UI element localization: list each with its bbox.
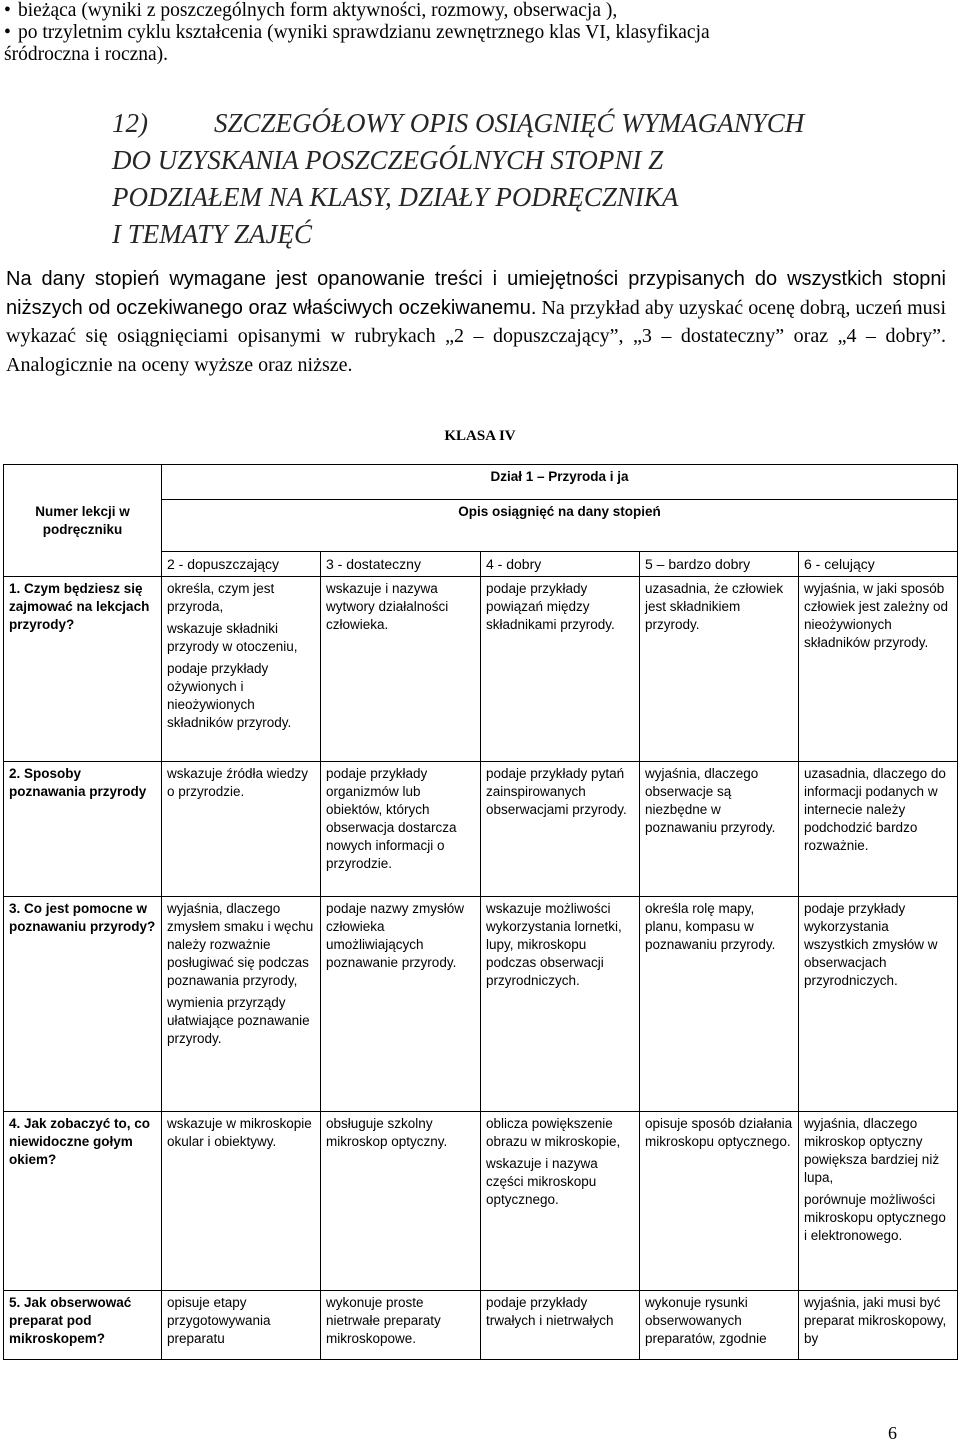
- requirement-text: wskazuje i nazywa części mikroskopu optycznego.: [486, 1156, 598, 1207]
- grade-header: 4 - dobry: [481, 552, 640, 577]
- requirement-text: porównuje możliwości mikroskopu optycznego i elektronowego.: [804, 1192, 946, 1243]
- lesson-title: 3. Co jest pomocne w poznawaniu przyrody?: [4, 897, 162, 1112]
- grade-5-cell: opisuje sposób działania mikroskopu optycznego.: [640, 1112, 799, 1291]
- heading-line: I TEMATY ZAJĘĆ: [112, 219, 313, 249]
- page-number: 6: [888, 1423, 897, 1443]
- lesson-column-header: Numer lekcji w podręczniku: [4, 500, 162, 552]
- description-column-header: Opis osiągnięć na dany stopień: [162, 500, 958, 552]
- section-heading: [112, 105, 932, 253]
- grade-5-cell: uzasadnia, że człowiek jest składnikiem przyrody.: [640, 577, 799, 762]
- table-row: [4, 1112, 958, 1291]
- requirement-text: wskazuje składniki przyrody w otoczeniu,: [167, 621, 298, 654]
- grade-4-cell: [481, 1112, 640, 1291]
- grade-3-cell: podaje przykłady organizmów lub obiektów, których obserwacja dostarcza nowych informacji o przyrodzie.: [321, 762, 481, 897]
- grade-6-cell: [799, 1112, 958, 1291]
- table-row: [4, 897, 958, 1112]
- grade-3-cell: wskazuje i nazywa wytwory działalności człowieka.: [321, 577, 481, 762]
- grade-3-cell: podaje nazwy zmysłów człowieka umożliwiających poznawanie przyrody.: [321, 897, 481, 1112]
- bullet-continuation: śródroczna i roczna).: [4, 44, 169, 65]
- requirement-text: oblicza powiększenie obrazu w mikroskopie,: [486, 1116, 621, 1149]
- class-title: KLASA IV: [444, 428, 516, 444]
- requirements-table: [3, 464, 958, 1360]
- requirement-text: określa, czym jest przyroda,: [167, 581, 275, 614]
- requirement-text: podaje przykłady ożywionych i nieożywionych składników przyrody.: [167, 661, 292, 730]
- bullet-item: • po trzyletnim cyklu kształcenia (wyniki sprawdzianu zewnętrznego klas VI, klasyfikacja: [4, 22, 954, 44]
- requirement-text: wyjaśnia, dlaczego mikroskop optyczny powiększa bardziej niż lupa,: [804, 1116, 940, 1185]
- grade-3-cell: obsługuje szkolny mikroskop optyczny.: [321, 1112, 481, 1291]
- grade-3-cell: wykonuje proste nietrwałe preparaty mikroskopowe.: [321, 1291, 481, 1360]
- table-row: [4, 577, 958, 762]
- paragraph-serif-text: Na przykład aby uzyskać ocenę dobrą, uczeń musi wykazać się osiągnięciami opisanymi w rubrykach „2 – dopuszczający”, „3 – dostateczny” oraz „4 – dobry”. Analogicznie na oceny wyższe oraz niższe.: [6, 296, 947, 376]
- grade-header: 3 - dostateczny: [321, 552, 481, 577]
- grade-2-cell: opisuje etapy przygotowywania preparatu: [162, 1291, 321, 1360]
- intro-paragraph: [6, 265, 946, 379]
- grade-6-cell: uzasadnia, dlaczego do informacji podanych w internecie należy podchodzić bardzo rozważnie.: [799, 762, 958, 897]
- grade-4-cell: podaje przykłady trwałych i nietrwałych: [481, 1291, 640, 1360]
- table-header-empty: [4, 465, 162, 500]
- grade-2-cell: wskazuje źródła wiedzy o przyrodzie.: [162, 762, 321, 897]
- lesson-title: 4. Jak zobaczyć to, co niewidoczne gołym okiem?: [4, 1112, 162, 1291]
- paragraph-sans-text: Na dany stopień wymagane jest opanowanie treści i umiejętności przypisanych do wszystkich stopni niższych od oczekiwanego oraz właściwych oczekiwanemu.: [6, 268, 946, 319]
- intro-list: [4, 0, 954, 66]
- grade-2-cell: [162, 577, 321, 762]
- table-row: [4, 1291, 958, 1360]
- grade-header: 6 - celujący: [799, 552, 958, 577]
- grade-row-empty: [4, 552, 162, 577]
- grade-2-cell: wskazuje w mikroskopie okular i obiektywy.: [162, 1112, 321, 1291]
- heading-line: PODZIAŁEM NA KLASY, DZIAŁY PODRĘCZNIKA: [112, 182, 679, 212]
- heading-line: SZCZEGÓŁOWY OPIS OSIĄGNIĘĆ WYMAGANYCH: [214, 108, 805, 138]
- grade-5-cell: wykonuje rysunki obserwowanych preparatów, zgodnie: [640, 1291, 799, 1360]
- requirement-text: wyjaśnia, dlaczego zmysłem smaku i węchu należy rozważnie posługiwać się podczas poznawania przyrody,: [167, 901, 314, 988]
- grade-6-cell: wyjaśnia, jaki musi być preparat mikroskopowy, by: [799, 1291, 958, 1360]
- bullet-item: • bieżąca (wyniki z poszczególnych form aktywności, rozmowy, obserwacja ),: [4, 0, 954, 22]
- grade-4-cell: podaje przykłady pytań zainspirowanych obserwacjami przyrody.: [481, 762, 640, 897]
- grade-4-cell: podaje przykłady powiązań między składnikami przyrody.: [481, 577, 640, 762]
- grade-5-cell: wyjaśnia, dlaczego obserwacje są niezbędne w poznawaniu przyrody.: [640, 762, 799, 897]
- lesson-title: 5. Jak obserwować preparat pod mikroskopem?: [4, 1291, 162, 1360]
- heading-line: DO UZYSKANIA POSZCZEGÓLNYCH STOPNI Z: [112, 145, 664, 175]
- table-row: [4, 762, 958, 897]
- lesson-title: 1. Czym będziesz się zajmować na lekcjach przyrody?: [4, 577, 162, 762]
- grade-6-cell: wyjaśnia, w jaki sposób człowiek jest zależny od nieożywionych składników przyrody.: [799, 577, 958, 762]
- grade-5-cell: określa rolę mapy, planu, kompasu w poznawaniu przyrody.: [640, 897, 799, 1112]
- requirement-text: wymienia przyrządy ułatwiające poznawanie przyrody.: [167, 995, 310, 1046]
- grade-header: 5 – bardzo dobry: [640, 552, 799, 577]
- heading-number: 12): [112, 108, 148, 138]
- grade-6-cell: podaje przykłady wykorzystania wszystkich zmysłów w obserwacjach przyrodniczych.: [799, 897, 958, 1112]
- lesson-title: 2. Sposoby poznawania przyrody: [4, 762, 162, 897]
- section-header: Dział 1 – Przyroda i ja: [162, 465, 958, 500]
- grade-2-cell: [162, 897, 321, 1112]
- grade-4-cell: wskazuje możliwości wykorzystania lornetki, lupy, mikroskopu podczas obserwacji przyrodniczych.: [481, 897, 640, 1112]
- grade-header: 2 - dopuszczający: [162, 552, 321, 577]
